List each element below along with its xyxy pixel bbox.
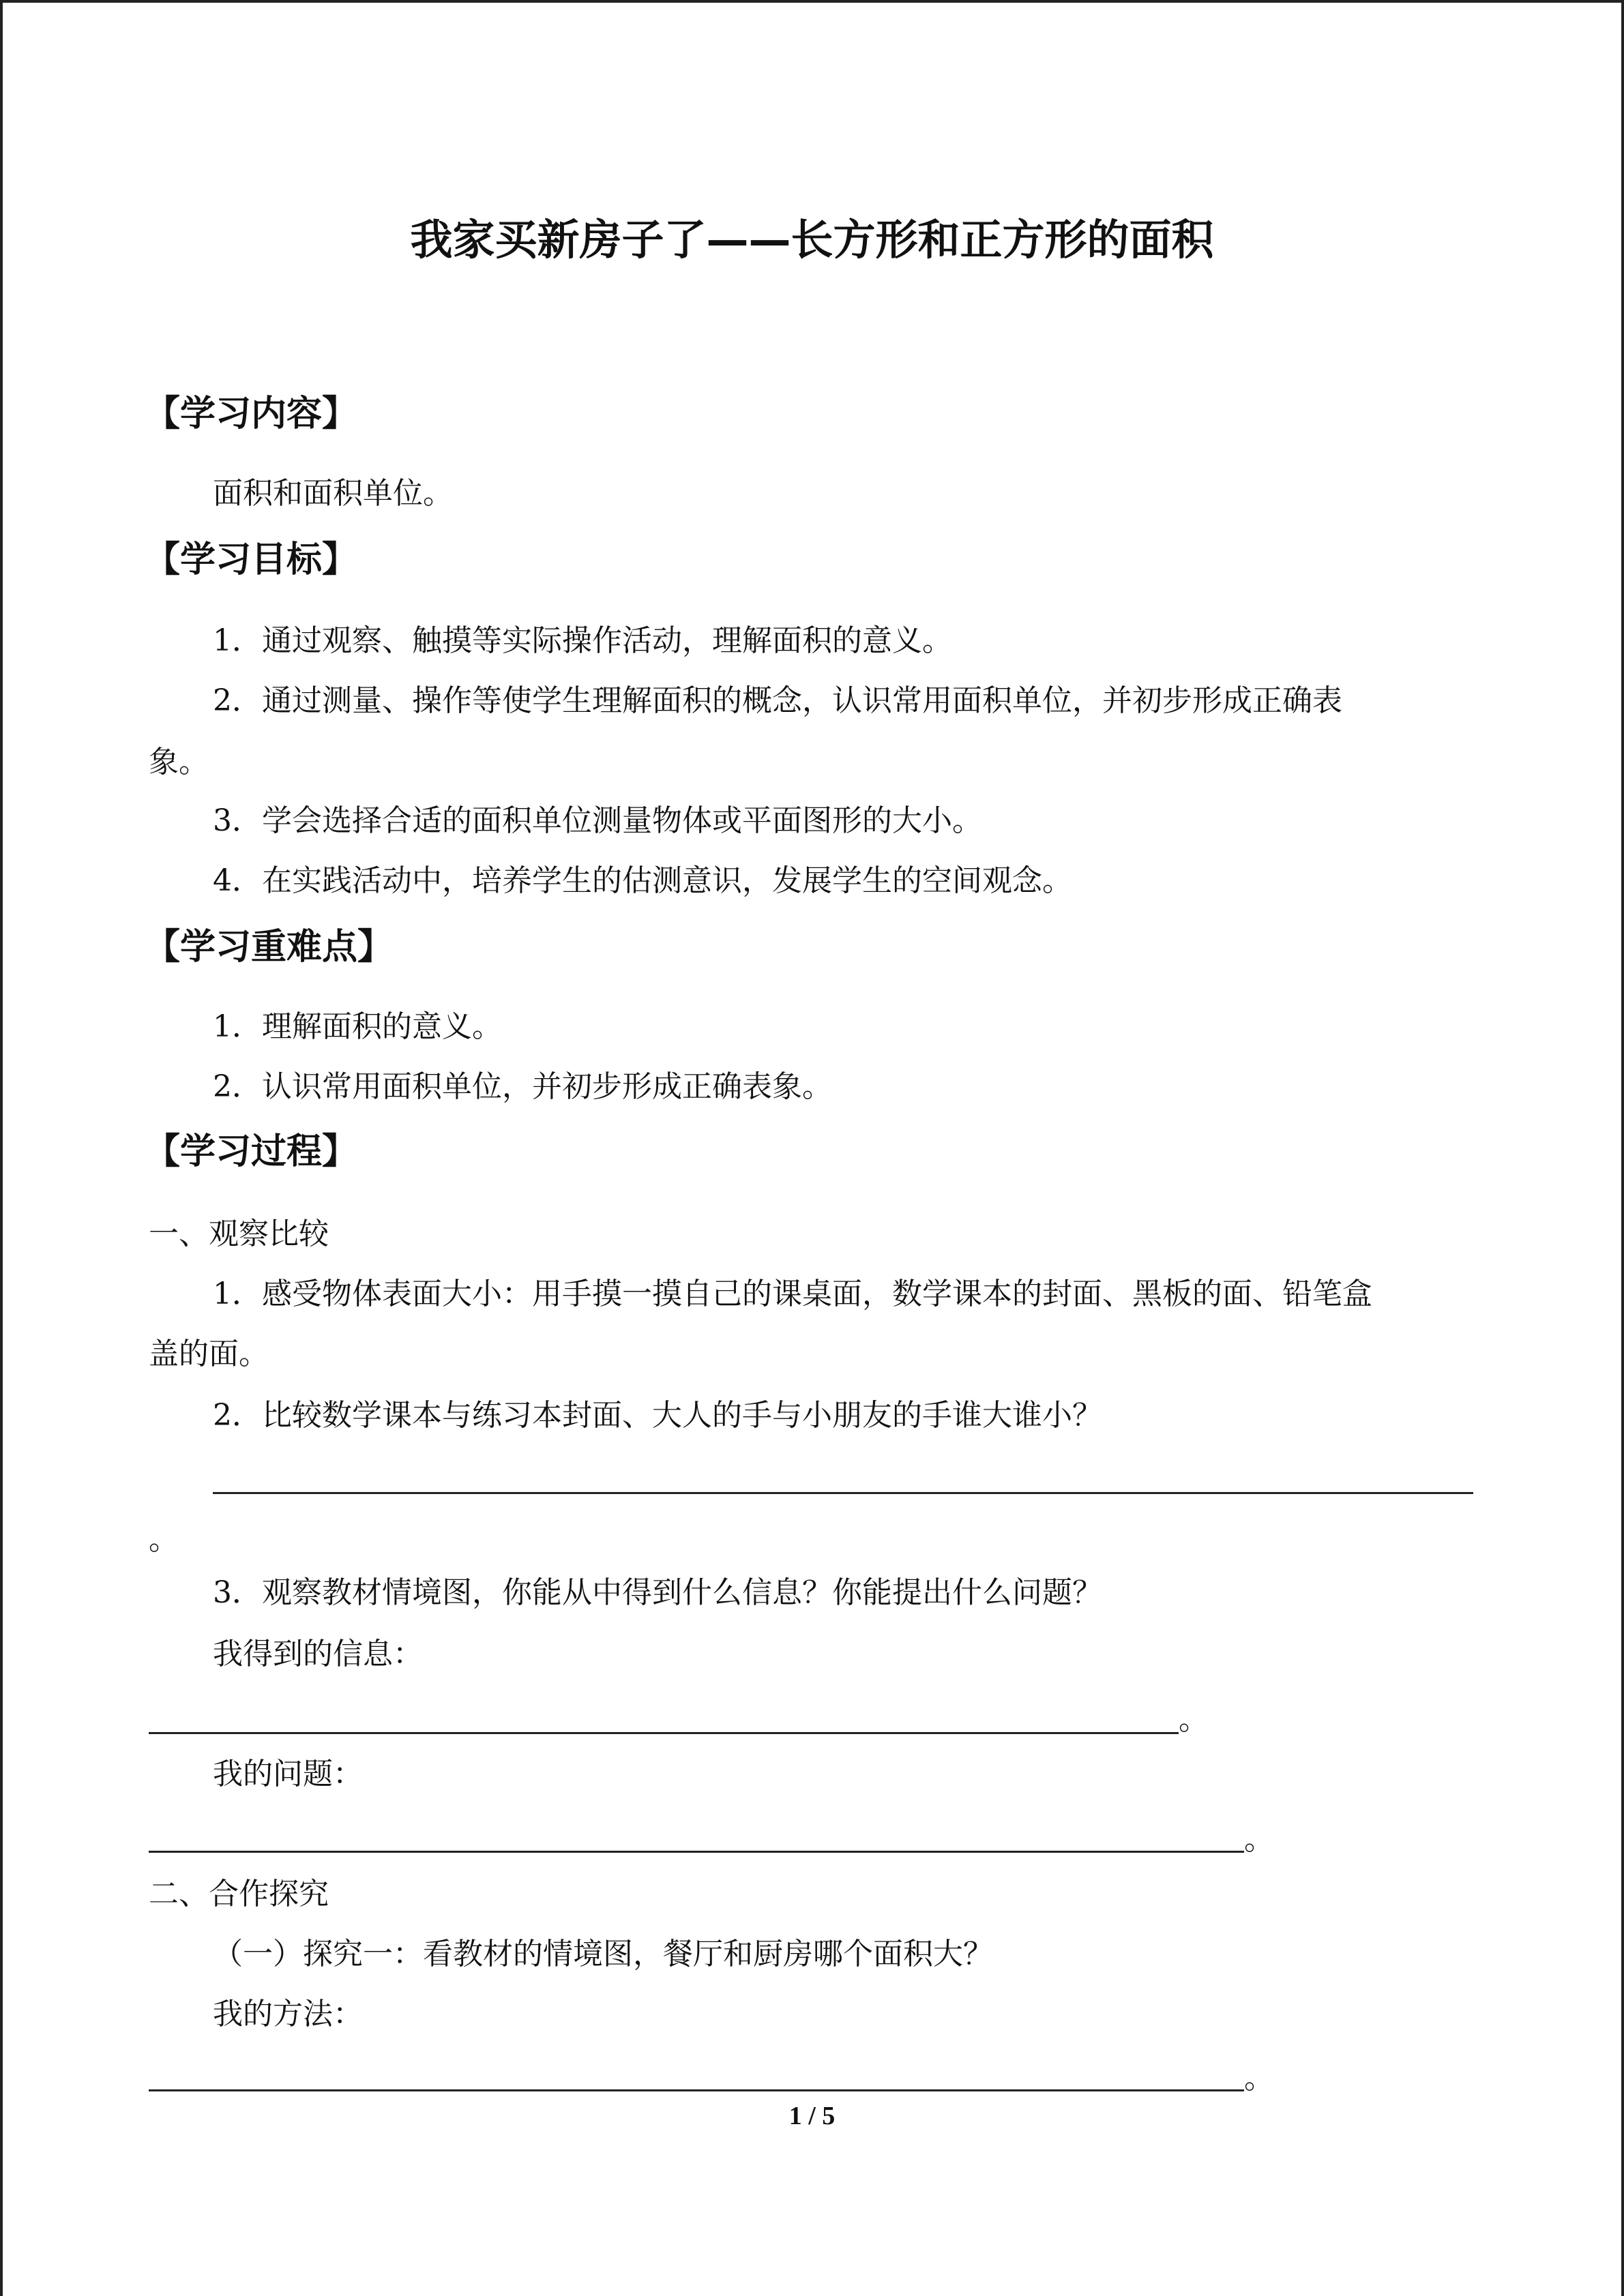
goal-item-2: 2．通过测量、操作等使学生理解面积的概念，认识常用面积单位，并初步形成正确表 — [213, 683, 1342, 718]
part-two-heading: 二、合作探究 — [149, 1877, 329, 1911]
section-heading-process: 【学习过程】 — [145, 1131, 358, 1172]
process-item-1: 1．感受物体表面大小：用手摸一摸自己的课桌面，数学课本的封面、黑板的面、铅笔盒 — [213, 1277, 1372, 1311]
part-one-heading: 一、观察比较 — [149, 1217, 329, 1251]
page-border-top — [0, 0, 1624, 3]
section-heading-key-points: 【学习重难点】 — [145, 927, 394, 968]
answer-line-compare-period: 。 — [149, 1522, 179, 1557]
goal-item-4: 4．在实践活动中，培养学生的估测意识，发展学生的空间观念。 — [213, 863, 1072, 898]
page-border-right — [1621, 0, 1624, 2296]
process-item-2: 2．比较数学课本与练习本封面、大人的手与小朋友的手谁大谁小？ — [213, 1398, 1102, 1433]
answer-line-compare — [213, 1492, 1473, 1494]
question-label: 我的问题： — [213, 1757, 363, 1791]
answer-line-question-period: 。 — [1244, 1822, 1274, 1857]
answer-line-method — [149, 2089, 1244, 2091]
goal-item-1: 1．通过观察、触摸等实际操作活动，理解面积的意义。 — [213, 623, 952, 658]
goal-item-2-continued: 象。 — [149, 745, 209, 779]
section-heading-content: 【学习内容】 — [145, 393, 358, 434]
key-point-1: 1．理解面积的意义。 — [213, 1009, 502, 1044]
page-border-left — [0, 0, 3, 2296]
answer-line-info-period: 。 — [1179, 1702, 1209, 1737]
goal-item-3: 3．学会选择合适的面积单位测量物体或平面图形的大小。 — [213, 803, 982, 838]
process-item-3: 3．观察教材情境图，你能从中得到什么信息？你能提出什么问题？ — [213, 1575, 1102, 1610]
method-label: 我的方法： — [213, 1997, 363, 2031]
page-indicator: 1 / 5 — [788, 2102, 836, 2130]
key-point-2: 2．认识常用面积单位，并初步形成正确表象。 — [213, 1069, 832, 1104]
answer-line-method-period: 。 — [1244, 2061, 1274, 2096]
process-item-1-continued: 盖的面。 — [149, 1337, 269, 1371]
answer-line-question — [149, 1851, 1244, 1853]
page-title: 我家买新房子了——长方形和正方形的面积 — [410, 215, 1214, 265]
answer-line-info — [149, 1732, 1179, 1734]
explore-one: （一）探究一：看教材的情境图，餐厅和厨房哪个面积大？ — [213, 1937, 993, 1971]
section-heading-goals: 【学习目标】 — [145, 539, 358, 580]
content-text: 面积和面积单位。 — [213, 476, 453, 511]
info-label: 我得到的信息： — [213, 1637, 423, 1671]
